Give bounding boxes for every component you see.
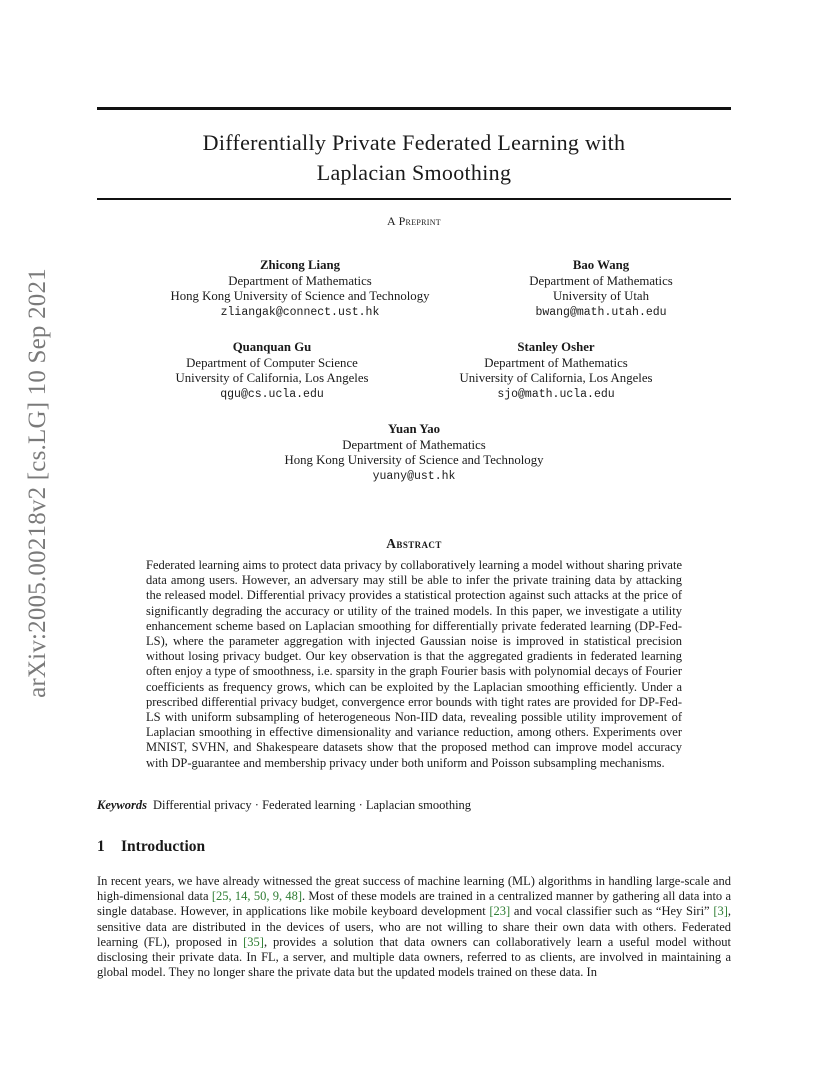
author-name: Zhicong Liang	[259, 258, 340, 272]
citation-link[interactable]: [35]	[243, 934, 264, 949]
preprint-label: A Preprint	[386, 214, 441, 228]
citation-link[interactable]: [25, 14, 50, 9, 48]	[211, 889, 303, 904]
keywords-label: Keywords	[97, 798, 147, 812]
title-bottom-rule	[97, 198, 731, 200]
top-rule	[97, 107, 731, 110]
author-block	[440, 340, 672, 402]
author-dept: Department of Mathematics	[529, 273, 673, 288]
author-block	[264, 422, 564, 484]
intro-text: , sensitive data are distributed in the devices of users, who are not willing to share their own data with others. Federated learning (FL), proposed in	[97, 904, 732, 949]
intro-paragraph	[97, 874, 731, 980]
author-dept: Department of Mathematics	[484, 355, 628, 370]
author-block	[150, 340, 394, 402]
author-email[interactable]: bwang@math.utah.edu	[535, 305, 667, 319]
citation-link[interactable]: [23]	[489, 904, 511, 919]
abstract-text: Federated learning aims to protect data privacy by collaboratively learning a model without sharing private data among users. However, an adversary may still be able to infer the private training data by attacking the released model. Differential privacy provides a statistical protection against such attacks at the price of significantly degrading the accuracy or utility of the trained models. In this paper, we investigate a utility enhancement scheme based on Laplacian smoothing for differentially private federated learning (DP-Fed-LS), where the parameter aggregation with injected Gaussian noise is improved in statistical precision without losing privacy budget. Our key observation is that the aggregated gradients in federated learning often enjoy a type of smoothness, i.e. sparsity in the graph Fourier basis with polynomial decays of Fourier coefficients as frequency grows, which can be exploited by the Laplacian smoothing efficiently. Under a prescribed differential privacy budget, convergence error bounds with tight rates are provided for DP-Fed-LS with uniform subsampling of heterogeneous Non-IID data, revealing possible utility improvement of Laplacian smoothing in effective dimensionality and variance reduction, among others. Experiments over MNIST, SVHN, and Shakespeare datasets show that the proposed method can improve model accuracy with DP-guarantee and membership privacy under both uniform and Poisson subsampling mechanisms.	[146, 558, 682, 770]
author-name: Stanley Osher	[517, 340, 595, 354]
author-email[interactable]: yuany@ust.hk	[372, 469, 456, 483]
author-name: Yuan Yao	[387, 422, 441, 436]
abstract-heading: Abstract	[386, 536, 442, 551]
title-line-2: Laplacian Smoothing	[316, 160, 512, 185]
keywords	[97, 798, 471, 813]
author-name: Bao Wang	[572, 258, 630, 272]
intro-text: . Most of these models are trained in a centralized manner by gathering all data into a single database. However, in applications like mobile keyboard development	[97, 889, 731, 919]
intro-text: , provides a solution that data owners can collaboratively learn a useful model without disclosing their private data. In FL, a server, and multiple data owners, referred to as clients, are involved in maintaining a global model. They no longer share the private data but the updated models trained on these data. In	[97, 934, 731, 980]
author-block	[470, 258, 732, 320]
author-email[interactable]: qgu@cs.ucla.edu	[220, 387, 324, 401]
intro-text: and vocal classifier such as “Hey Siri”	[510, 904, 714, 919]
author-block	[150, 258, 450, 320]
author-name: Quanquan Gu	[232, 340, 312, 354]
author-dept: Department of Mathematics	[342, 437, 486, 452]
author-affil: Hong Kong University of Science and Technology	[284, 453, 544, 467]
section-number: 1	[97, 838, 105, 855]
author-email[interactable]: sjo@math.ucla.edu	[497, 387, 615, 401]
section-heading	[97, 838, 205, 856]
arxiv-stamp: arXiv:2005.00218v2 [cs.LG] 10 Sep 2021	[24, 268, 51, 698]
keywords-text: Differential privacy · Federated learning · Laplacian smoothing	[153, 798, 472, 812]
author-dept: Department of Mathematics	[228, 273, 372, 288]
author-affil: Hong Kong University of Science and Technology	[170, 289, 430, 303]
author-email[interactable]: zliangak@connect.ust.hk	[220, 305, 380, 319]
author-dept: Department of Computer Science	[186, 355, 358, 370]
section-title: Introduction	[121, 838, 206, 855]
author-affil: University of Utah	[553, 289, 649, 303]
title-line-1: Differentially Private Federated Learning with	[202, 130, 626, 155]
author-affil: University of California, Los Angeles	[175, 371, 369, 385]
author-affil: University of California, Los Angeles	[459, 371, 653, 385]
intro-text: In recent years, we have already witnessed the great success of machine learning (ML) algorithms in handling large-scale and high-dimensional data	[97, 874, 731, 904]
citation-link[interactable]: [3]	[713, 904, 728, 919]
paper-title	[97, 128, 731, 188]
